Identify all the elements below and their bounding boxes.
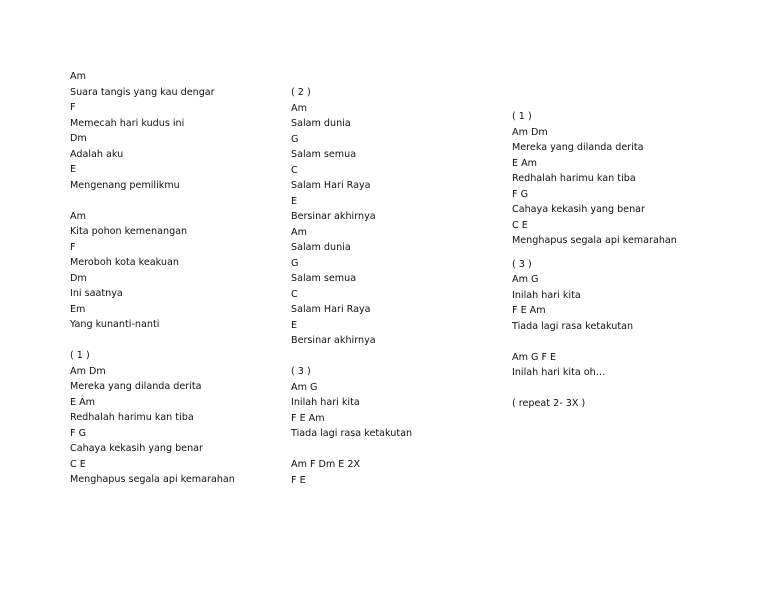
blank-line bbox=[512, 249, 677, 257]
lyric-line: Am Dm bbox=[512, 126, 548, 138]
lyric-line: Salam semua bbox=[291, 149, 357, 160]
lyric-line: Mereka yang dilanda derita bbox=[70, 381, 202, 392]
lyrics-column-2 bbox=[291, 85, 412, 488]
lyric-line: Bersinar akhirnya bbox=[291, 211, 376, 222]
lyrics-column-3 bbox=[512, 109, 677, 412]
lyric-line: Menghapus segala api kemarahan bbox=[70, 474, 235, 485]
lyric-line: F G bbox=[70, 427, 87, 439]
lyric-line: Am bbox=[70, 71, 86, 82]
lyric-line: Inilah hari kita bbox=[512, 289, 581, 301]
lyric-line: E bbox=[291, 195, 298, 207]
lyric-line: E Am bbox=[512, 157, 538, 169]
lyric-line: Mereka yang dilanda derita bbox=[512, 142, 644, 153]
lyric-line: C E bbox=[512, 219, 528, 231]
blank-line bbox=[291, 442, 412, 458]
lyric-line: Am Dm bbox=[70, 365, 106, 377]
lyric-line: Redhalah harimu kan tiba bbox=[512, 173, 636, 184]
lyric-line: Kita pohon kemenangan bbox=[70, 226, 188, 237]
lyric-line: Menghapus segala api kemarahan bbox=[512, 235, 677, 246]
lyric-line: Am bbox=[291, 226, 307, 238]
lyric-line: C bbox=[291, 288, 298, 300]
lyric-line: ( repeat 2- 3X ) bbox=[512, 398, 586, 409]
lyric-line: Cahaya kekasih yang benar bbox=[70, 443, 203, 454]
lyric-line: ( 3 ) bbox=[291, 366, 311, 377]
lyric-line: Mengenang pemilikmu bbox=[70, 179, 180, 191]
lyric-line: Am bbox=[291, 102, 307, 114]
lyric-line: F E Am bbox=[512, 305, 546, 316]
lyric-line: Dm bbox=[70, 133, 87, 144]
lyric-line: F bbox=[70, 102, 76, 113]
lyrics-column-1 bbox=[70, 69, 235, 488]
lyric-line: F bbox=[70, 241, 76, 253]
lyric-line: Redhalah harimu kan tiba bbox=[70, 412, 194, 423]
blank-line bbox=[512, 381, 677, 397]
lyric-line: Inilah hari kita bbox=[291, 397, 360, 408]
lyric-line: Yang kunanti-nanti bbox=[70, 319, 160, 330]
lyric-line: F G bbox=[512, 188, 529, 200]
lyric-line: G bbox=[291, 133, 299, 145]
lyric-line: ( 2 ) bbox=[291, 87, 311, 98]
lyric-line: ( 1 ) bbox=[512, 111, 532, 122]
lyric-line: Cahaya kekasih yang benar bbox=[512, 204, 645, 215]
lyric-line: Salam semua bbox=[291, 273, 357, 284]
lyric-line: C E bbox=[70, 458, 86, 470]
lyric-line: Meroboh kota keakuan bbox=[70, 257, 179, 268]
lyric-line: E bbox=[70, 164, 77, 175]
lyric-line: Am bbox=[70, 210, 86, 222]
lyric-line: Am G bbox=[291, 381, 318, 393]
lyric-line: Suara tangis yang kau dengar bbox=[70, 86, 215, 98]
lyric-line: Salam Hari Raya bbox=[291, 180, 371, 191]
blank-line bbox=[70, 333, 235, 349]
lyric-line: Salam dunia bbox=[291, 242, 351, 253]
lyric-line: ( 1 ) bbox=[70, 350, 90, 361]
blank-line bbox=[291, 349, 412, 365]
blank-line bbox=[70, 193, 235, 209]
lyric-line: Tiada lagi rasa ketakutan bbox=[512, 320, 634, 332]
lyric-line: C bbox=[291, 164, 298, 176]
lyric-line: Am G F E bbox=[512, 351, 557, 363]
lyric-line: Dm bbox=[70, 272, 87, 284]
lyric-line: Ini saatnya bbox=[70, 288, 123, 299]
lyric-line: G bbox=[291, 257, 299, 269]
lyric-line: F E bbox=[291, 474, 306, 486]
lyric-line: ( 3 ) bbox=[512, 258, 532, 270]
lyric-line: F E Am bbox=[291, 412, 325, 424]
lyric-line: E bbox=[291, 319, 298, 331]
lyric-line: Salam Hari Raya bbox=[291, 304, 371, 315]
lyric-line: Bersinar akhirnya bbox=[291, 335, 376, 346]
lyric-line: Am G bbox=[512, 274, 539, 285]
lyric-line: Em bbox=[70, 303, 86, 315]
blank-line bbox=[512, 334, 677, 350]
lyric-line: Inilah hari kita oh… bbox=[512, 367, 606, 378]
lyric-line: E Am bbox=[70, 396, 96, 408]
lyric-line: Salam dunia bbox=[291, 118, 351, 129]
lyric-line: Memecah hari kudus ini bbox=[70, 117, 185, 129]
lyric-line: Adalah aku bbox=[70, 148, 124, 160]
lyric-line: Am F Dm E 2X bbox=[291, 459, 361, 470]
lyric-line: Tiada lagi rasa ketakutan bbox=[291, 428, 413, 439]
